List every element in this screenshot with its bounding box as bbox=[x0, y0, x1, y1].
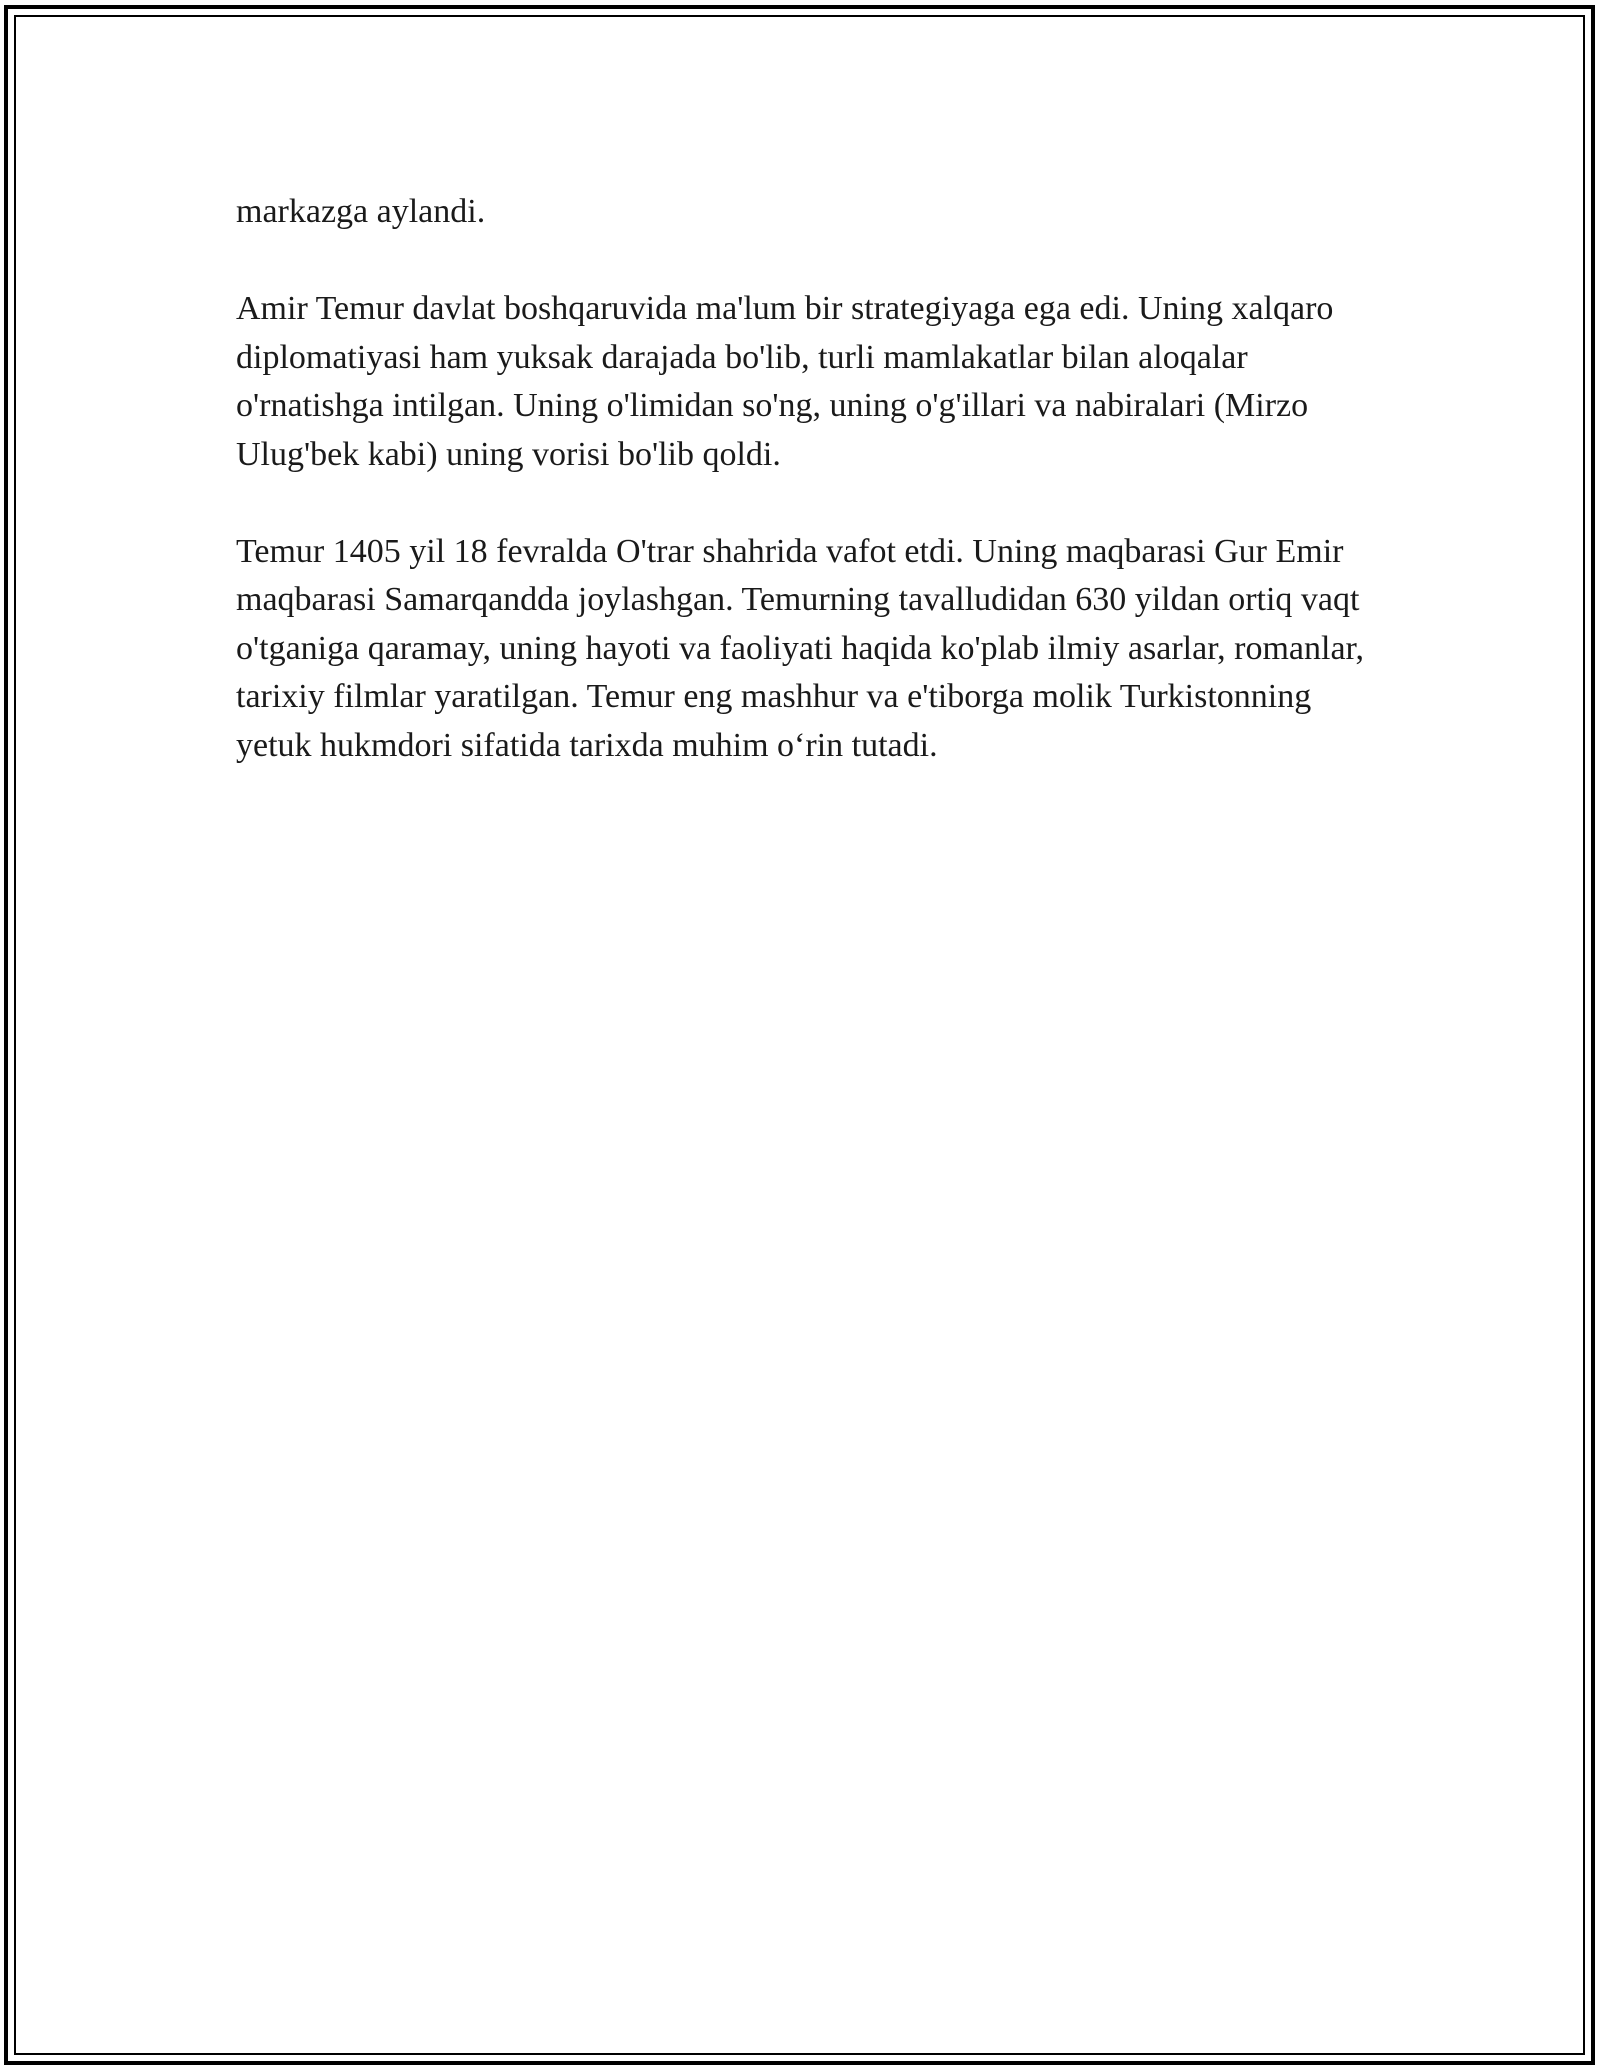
paragraph-2: Amir Temur davlat boshqaruvida ma'lum bir strategiyaga ega edi. Uning xalqaro diplomatiyasi ham yuksak darajada bo'lib, turli mamlakatlar bilan aloqalar o'rnatishga intilgan. Uning o'limidan so'ng, uning o'g'illari va nabiralari (Mirzo Ulug'bek kabi) uning vorisi bo'lib qoldi. bbox=[236, 290, 1334, 473]
paragraph-1: markazga aylandi. bbox=[236, 193, 486, 230]
paragraph-3: Temur 1405 yil 18 fevralda O'trar shahrida vafot etdi. Uning maqbarasi Gur Emir maqbarasi Samarqandda joylashgan. Temurning tavalludidan 630 yildan ortiq vaqt o'tganiga qaramay, uning hayoti va faoliyati haqida ko'plab ilmiy asarlar, romanlar, tarixiy filmlar yaratilgan. Temur eng mashhur va e'tiborga molik Turkistonning yetuk hukmdori sifatida tarixda muhim o‘rin tutadi. bbox=[236, 532, 1365, 764]
document-body bbox=[236, 188, 1386, 819]
